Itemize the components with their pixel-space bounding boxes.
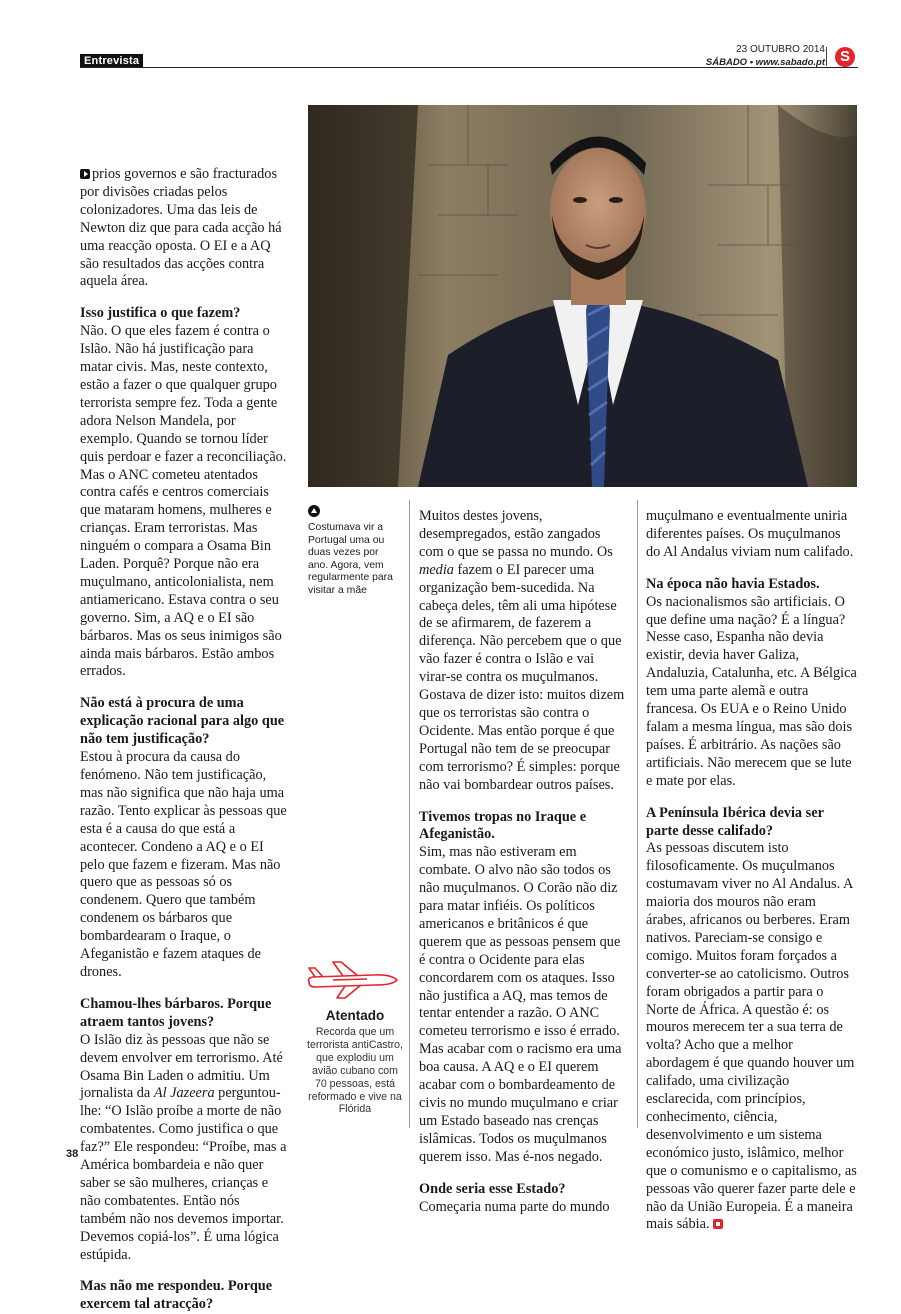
question-1: Isso justifica o que fazem? (80, 305, 241, 322)
answer-6: Começaria numa parte do mundo (419, 1198, 610, 1215)
question-2: Não está à procura de uma explicação racional para algo que não tem justificação? (80, 695, 285, 748)
question-4: Mas não me respondeu. Porque exercem tal atracção? (80, 1278, 273, 1313)
photo-caption: Costumava vir a Portugal uma ou duas vezes por ano. Agora, vem regularmente para visitar a mãe (308, 522, 393, 596)
header-divider (826, 47, 827, 66)
sidebar-box-title: Atentado (325, 1008, 385, 1023)
answer-4: Muitos destes jovens, desempregados, estão zangados com o que se passa no mundo. Os media fazem o EI parecer uma organização bem-sucedida. Na cabeça deles, têm ali uma hipótese de se afirmarem, de fazerem a diferença. Não percebem que o que vão fazer é contra o Islão e vai virar-se contra os muçulmanos. Gostava de dizer isto: muitos dizem que os terroristas são contra o Ocidente. Mas então porque é que Portugal não tem de se preocupar com terrorismo? É simples: porque não vai bombardear outros países. (419, 508, 625, 793)
answer-6-continued: muçulmano e eventualmente uniria diferentes países. Os muçulmanos do Al Andalus viviam num califado. (646, 508, 854, 560)
answer-3: O Islão diz às pessoas que não se devem envolver em terrorismo. Até Osama Bin Laden o admitiu. Um jornalista da Al Jazeera perguntou-lhe: “O Islão proíbe a morte de não combatentes. Como justifica o que faz?” Ele respondeu: “Proíbe, mas a América bombardeia e não quer saber se são mulheres, crianças e não combatentes. Então nós também não nos devemos importar. Devemos copiá-los”. É uma lógica estúpida. (80, 1031, 287, 1263)
column-divider (409, 500, 410, 1128)
sidebar-box-text: Recorda que um terrorista antiCastro, que explodiu um avião cubano com 70 pessoas, está reformado e vive na Flórida (307, 1026, 403, 1116)
answer-8: As pessoas discutem isto filosoficamente. Os muçulmanos costumavam viver no Al Andalus. A maioria dos mouros não eram árabes, africanos ou berberes. Eram nativos. Pareciam-se consigo e comigo. Muitos foram forçados a converter-se ao catolicismo. Outros foram obrigados a partir para o Norte de África. A questão é: os mouros merecem ter a sua terra de volta? Acho que a melhor abordagem é que quando houver um califado, uma civilização esclarecida, com princípios, conhecimento, ciência, desenvolvimento e um sistema económico justo, islâmico, melhor que o comunismo e o capitalismo, as pessoas vão querer fazer parte dele e não da União Europeia. É a maneira mais sábia. (646, 840, 857, 1233)
section-tag: Entrevista (80, 54, 143, 68)
site-url: SÁBADO • www.sabado.pt (705, 57, 825, 68)
continued-icon (80, 169, 90, 179)
page-number: 38 (66, 1148, 79, 1160)
airplane-icon (303, 958, 403, 1002)
paragraph-intro: prios governos e são fracturados por divisões criadas pelos colonizadores. Uma das leis de Newton diz que para cada acção há uma reacção oposta. O EI e a AQ são resultados das acções contra aquela área. (80, 166, 282, 290)
interviewee-photo (308, 105, 857, 487)
article-column-3 (646, 508, 858, 1248)
column-divider (637, 500, 638, 1128)
question-8: A Península Ibérica devia ser parte desse califado? (646, 804, 824, 839)
answer-2: Estou à procura da causa do fenómeno. Não tem justificação, mas não significa que não haja uma razão. Tento explicar às pessoas que esta é a causa do que está a acontecer. Condeno a AQ e o EI pelo que fazem e fizeram. Mas não quero que as pessoas só os condenem. Quero que também condenem os bárbaros que bombardearam o Iraque, o Afeganistão e fazem ataques de drones. (80, 749, 287, 980)
answer-5: Sim, mas não estiveram em combate. O alvo não são todos os não muçulmanos. O Corão não diz para matar infiéis. Os políticos americanos e britânicos é que querem que as pessoas pensem que é contra o Ocidente para elas concordarem com os ataques. Isso não justifica a AQ, mas temos de tentar entender a razão. O ANC cometeu terrorismo e isso é errado. Mas acabar com o racismo era uma boa causa. A AQ e o EI querem acabar com o bombardeamento de civis no mundo muçulmano e criar um Estado baseado nas crenças islâmicas. Todos os muçulmanos querem isso. Mas é-nos negado. (419, 844, 622, 1165)
answer-7: Os nacionalismos são artificiais. O que define uma nação? É a língua? Nesse caso, Espanha não devia existir, devia haver Galiza, Andaluzia, Catalunha, etc. A Bélgica tem uma parte alemã e outra francesa. Os EUA e o Reino Unido falam a mesma língua, mas são dois países. É arbitrário. As nações são artificiais. Não merecem que se lute e mate por elas. (646, 593, 857, 789)
sabado-logo: S (835, 47, 855, 67)
end-of-article-icon (713, 1219, 723, 1229)
issue-date: 23 OUTUBRO 2014 (736, 44, 825, 55)
question-3: Chamou-lhes bárbaros. Porque atraem tantos jovens? (80, 995, 272, 1030)
question-5: Tivemos tropas no Iraque e Afeganistão. (419, 808, 587, 843)
answer-1: Não. O que eles fazem é contra o Islão. Não há justificação para matar civis. Mas, neste contexto, estão a fazer o que qualquer grupo terrorista sempre fez. Toda a gente adora Nelson Mandela, por exemplo. Quando se tornou líder quis perdoar e fazer a reconciliação. Mas o ANC cometeu atentados contra cafés e centros comerciais que mataram homens, mulheres e crianças. Eram terroristas. Mas ninguém o compara a Osama Bin Laden. Porquê? Porque não era muçulmano, anticolonialista, nem antiamericano. Estava contra o seu governo. Sim, a AQ e o EI são bárbaros. Mas os seus inimigos são ainda mais bárbaros. Estão ambos errados. (80, 323, 287, 680)
portrait-photo (308, 105, 857, 487)
question-7: Na época não havia Estados. (646, 575, 820, 592)
photo-caption-icon (308, 505, 320, 517)
question-6: Onde seria esse Estado? (419, 1180, 566, 1197)
article-column-2 (419, 508, 628, 1230)
article-column-1 (80, 166, 287, 1314)
